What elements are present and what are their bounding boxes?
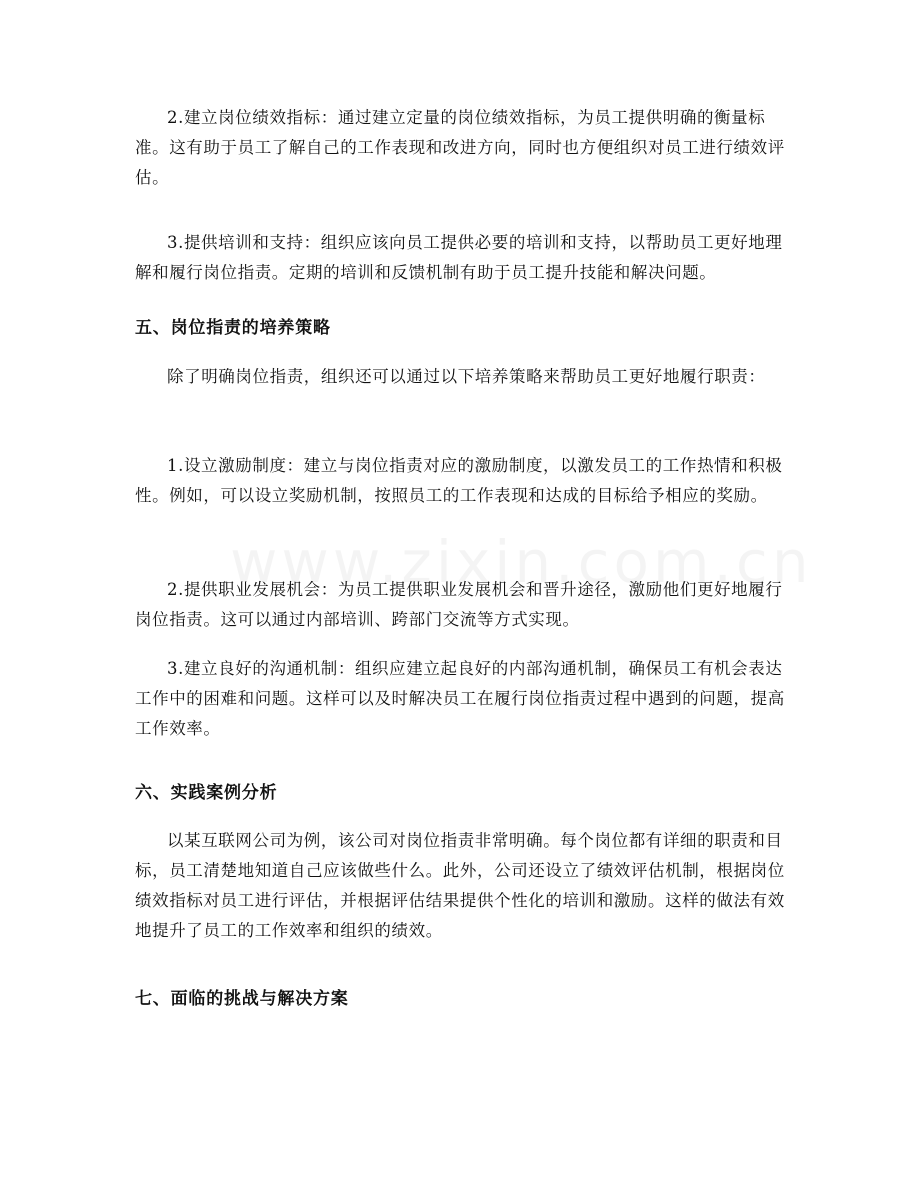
paragraph-performance-indicators: 2.建立岗位绩效指标：通过建立定量的岗位绩效指标，为员工提供明确的衡量标准。这有助于员工了解自己的工作表现和改进方向，同时也方便组织对员工进行绩效评估。 — [135, 108, 785, 187]
paragraph-training-support: 3.提供培训和支持：组织应该向员工提供必要的培训和支持，以帮助员工更好地理解和履行岗位指责。定期的培训和反馈机制有助于员工提升技能和解决问题。 — [135, 233, 783, 282]
section-heading-5: 五、岗位指责的培养策略 — [135, 318, 331, 338]
paragraph-career-development: 2.提供职业发展机会：为员工提供职业发展机会和晋升途径，激励他们更好地履行岗位指责。这可以通过内部培训、跨部门交流等方式实现。 — [135, 580, 783, 629]
paragraph-case-study: 以某互联网公司为例，该公司对岗位指责非常明确。每个岗位都有详细的职责和目标，员工清楚地知道自己应该做些什么。此外，公司还设立了绩效评估机制，根据岗位绩效指标对员工进行评估，并根据评估结果提供个性化的培训和激励。这样的做法有效地提升了员工的工作效率和组织的绩效。 — [135, 831, 785, 940]
paragraph-communication-mechanism: 3.建立良好的沟通机制：组织应建立起良好的内部沟通机制，确保员工有机会表达工作中的困难和问题。这样可以及时解决员工在履行岗位指责过程中遇到的问题，提高工作效率。 — [135, 659, 785, 738]
section-heading-7: 七、面临的挑战与解决方案 — [135, 989, 349, 1009]
paragraph-strategy-intro: 除了明确岗位指责，组织还可以通过以下培养策略来帮助员工更好地履行职责： — [167, 367, 766, 386]
section-heading-6: 六、实践案例分析 — [135, 783, 278, 803]
paragraph-incentive-system: 1.设立激励制度：建立与岗位指责对应的激励制度，以激发员工的工作热情和积极性。例如，可以设立奖励机制，按照员工的工作表现和达成的目标给予相应的奖励。 — [135, 456, 783, 505]
